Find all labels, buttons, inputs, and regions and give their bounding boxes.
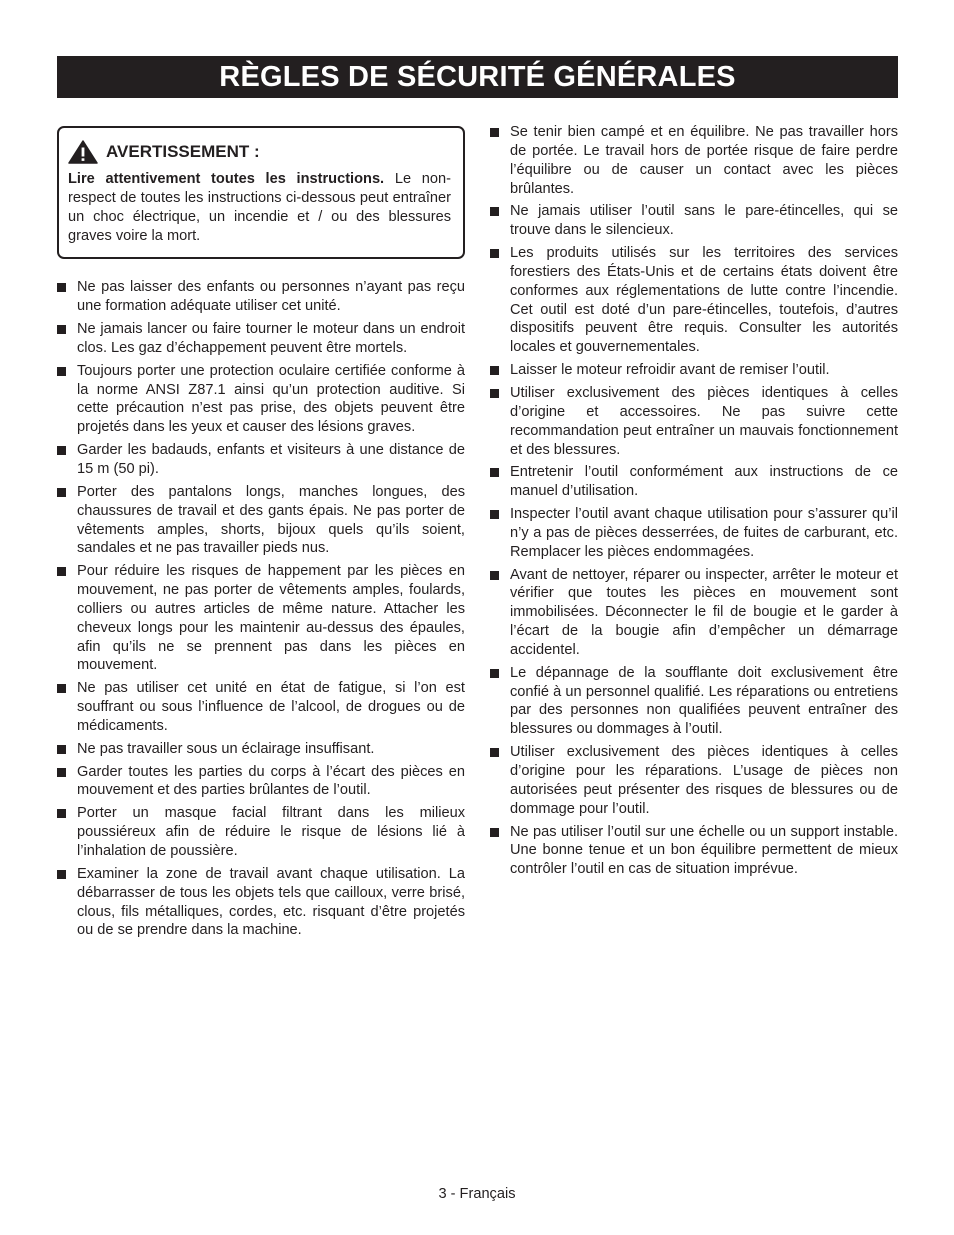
bullet-square-icon <box>490 366 499 375</box>
bullet-square-icon <box>490 669 499 678</box>
list-item-text: Le dépannage de la soufflante doit exclusivement être confié à un personnel qualifié. Les réparations ou entretiens par des personnes non qualifiées peuvent entraîner des blessures ou dommages à l’outil. <box>510 664 898 738</box>
list-item <box>490 823 898 880</box>
warning-box <box>57 126 465 259</box>
list-item-text: Pour réduire les risques de happement par les pièces en mouvement, ne pas porter de vêtements amples, foulards, colliers ou autres articles de même nature. Attacher les cheveux longs pour les maintenir au-dessus des épaules, afin qu’ils ne se prennent pas dans les pièces en mouvement. <box>77 563 465 674</box>
list-item-text: Ne pas laisser des enfants ou personnes n’ayant pas reçu une formation adéquate utiliser cet unité. <box>77 279 465 315</box>
list-item-text: Ne pas utiliser cet unité en état de fatigue, si l’on est souffrant ou sous l’influence de l’alcool, de drogues ou de médicaments. <box>77 680 465 734</box>
bullet-square-icon <box>490 571 499 580</box>
bullet-square-icon <box>57 283 66 292</box>
left-bullet-list <box>57 278 465 940</box>
warning-lead: Lire attentivement toutes les instructions. <box>68 171 385 187</box>
bullet-square-icon <box>57 325 66 334</box>
bullet-square-icon <box>490 748 499 757</box>
list-item <box>490 463 898 501</box>
list-item-text: Utiliser exclusivement des pièces identiques à celles d’origine et accessoires. Ne pas suivre cette recommandation peut entraîner un mauvais fonctionnement et des blessures. <box>510 384 898 458</box>
list-item <box>57 804 465 861</box>
warning-title: AVERTISSEMENT : <box>106 141 260 161</box>
list-item <box>57 278 465 316</box>
bullet-square-icon <box>57 567 66 576</box>
list-item <box>490 743 898 818</box>
list-item-text: Porter des pantalons longs, manches longues, des chaussures de travail et des gants épais. Ne pas porter de vêtements amples, shorts, bijoux quels qu’ils soient, sandales et ne pas travailler pieds nus. <box>77 483 465 557</box>
list-item-text: Laisser le moteur refroidir avant de remiser l’outil. <box>510 362 830 379</box>
bullet-square-icon <box>490 207 499 216</box>
list-item <box>57 562 465 675</box>
list-item-text: Ne jamais utiliser l’outil sans le pare-étincelles, qui se trouve dans le silencieux. <box>510 203 898 239</box>
page-footer: 3 - Français <box>438 1186 516 1202</box>
bullet-square-icon <box>57 809 66 818</box>
list-item-text: Toujours porter une protection oculaire certifiée conforme à la norme ANSI Z87.1 ainsi qu’un protection auditive. Si cette précaution n’est pas prise, des objets peuvent être projetés dans les yeux et causer des lésions graves. <box>77 362 465 436</box>
bullet-square-icon <box>490 828 499 837</box>
list-item <box>490 384 898 459</box>
list-item <box>490 361 898 380</box>
list-item-text: Examiner la zone de travail avant chaque utilisation. La débarrasser de tous les objets tels que cailloux, verre brisé, clous, fils métalliques, cordes, etc. risquant d’être projetés ou de se prendre dans la machine. <box>77 865 465 939</box>
list-item <box>57 362 465 437</box>
bullet-square-icon <box>57 870 66 879</box>
list-item <box>490 505 898 562</box>
bullet-square-icon <box>490 389 499 398</box>
list-item-text: Ne pas travailler sous un éclairage insuffisant. <box>77 740 375 757</box>
list-item-text: Entretenir l’outil conformément aux instructions de ce manuel d’utilisation. <box>510 464 898 500</box>
list-item-text: Garder les badauds, enfants et visiteurs à une distance de 15 m (50 pi). <box>77 442 465 477</box>
list-item <box>490 123 898 198</box>
warning-body: Le non-respect de toutes les instructions ci-dessous peut entraîner un choc électrique, un incendie et / ou des blessures graves voire la mort. <box>68 171 451 244</box>
list-item <box>490 202 898 240</box>
list-item-text: Ne pas utiliser l’outil sur une échelle ou un support instable. Une bonne tenue et un bon équilibre permettent de mieux contrôler l’outil en cas de situation imprévue. <box>510 823 898 878</box>
list-item <box>490 244 898 357</box>
left-column <box>57 126 465 944</box>
right-bullet-list <box>490 123 898 879</box>
bullet-square-icon <box>57 367 66 376</box>
list-item <box>490 664 898 739</box>
list-item <box>57 763 465 801</box>
bullet-square-icon <box>490 468 499 477</box>
list-item <box>57 740 465 759</box>
bullet-square-icon <box>57 768 66 777</box>
list-item-text: Porter un masque facial filtrant dans les milieux poussiéreux afin de réduire le risque de lésions lié à l’inhalation de poussière. <box>77 805 465 859</box>
list-item-text: Se tenir bien campé et en équilibre. Ne pas travailler hors de portée. Le travail hors de portée risque de faire perdre l’équilibre ou de causer un contact avec les pièces brûlantes. <box>510 124 898 197</box>
list-item-text: Garder toutes les parties du corps à l’écart des pièces en mouvement et des parties brûlantes de l’outil. <box>77 763 465 799</box>
list-item <box>57 320 465 358</box>
bullet-square-icon <box>57 488 66 497</box>
bullet-square-icon <box>57 745 66 754</box>
list-item <box>57 441 465 479</box>
bullet-square-icon <box>490 249 499 258</box>
list-item <box>57 865 465 940</box>
warning-text <box>68 170 451 245</box>
warning-triangle-icon <box>68 140 98 164</box>
page-title: RÈGLES DE SÉCURITÉ GÉNÉRALES <box>57 56 898 98</box>
list-item-text: Ne jamais lancer ou faire tourner le moteur dans un endroit clos. Les gaz d’échappement peuvent être mortels. <box>77 321 465 356</box>
list-item <box>57 679 465 736</box>
bullet-square-icon <box>57 446 66 455</box>
list-item-text: Les produits utilisés sur les territoires des services forestiers des États-Unis et de certains états doivent être conformes aux réglementations de lutte contre l’incendie. Cet outil est doté d’un pare-étincelles, toutefois, d’autres dispositifs peuvent être requis. Consulter les autorités locales et gouvernementales. <box>510 245 898 356</box>
right-column <box>490 123 898 883</box>
bullet-square-icon <box>490 128 499 137</box>
list-item-text: Utiliser exclusivement des pièces identiques à celles d’origine pour les réparations. L’usage de pièces non autorisées peut présenter des risques de blessures ou de dommage pour l’outil. <box>510 744 898 817</box>
list-item-text: Inspecter l’outil avant chaque utilisation pour s’assurer qu’il n’y a pas de pièces desserrées, de fuites de carburant, etc. Remplacer les pièces endommagées. <box>510 506 898 560</box>
list-item-text: Avant de nettoyer, réparer ou inspecter, arrêter le moteur et vérifier que toutes les pièces en mouvement sont immobilisées. Déconnecter le fil de bougie et le garder à l’écart de la bougie afin d’empêcher un démarrage accidentel. <box>510 566 898 658</box>
bullet-square-icon <box>57 684 66 693</box>
list-item <box>490 566 898 660</box>
warning-header <box>68 140 451 164</box>
bullet-square-icon <box>490 510 499 519</box>
list-item <box>57 483 465 558</box>
